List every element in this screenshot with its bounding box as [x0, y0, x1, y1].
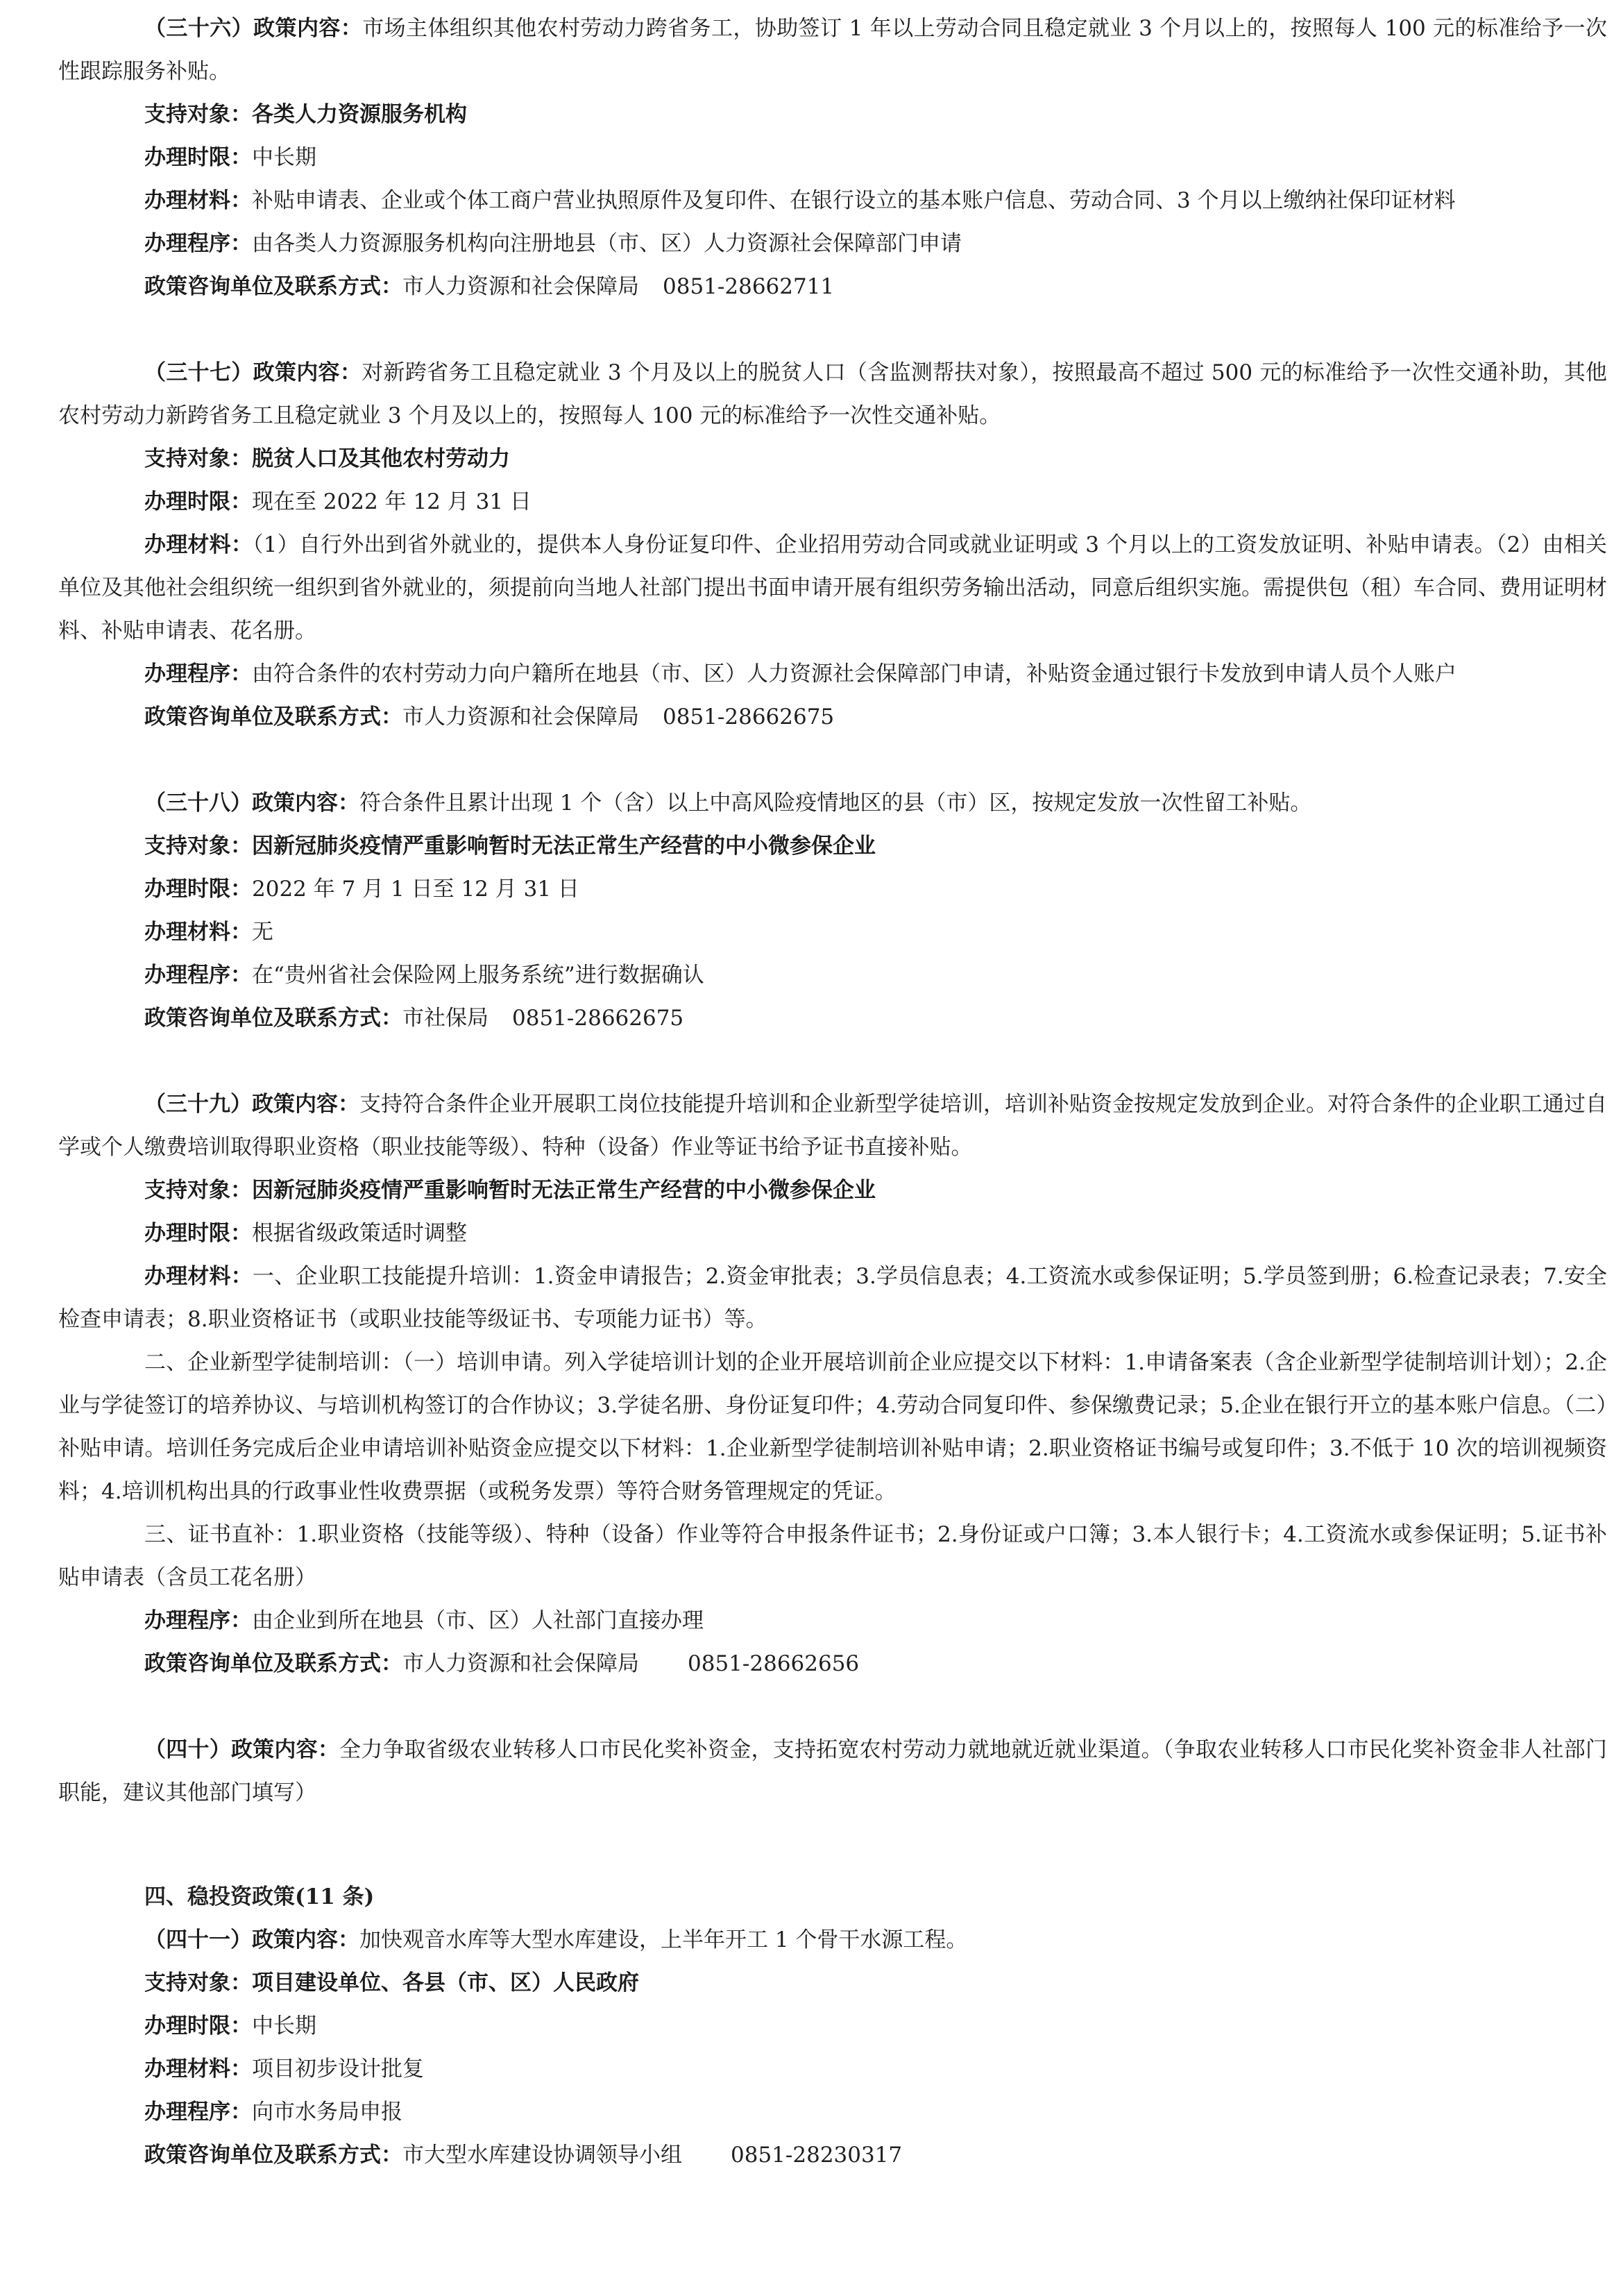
policy-contact: [58, 1642, 1607, 1685]
materials-text: 无: [252, 920, 273, 945]
content-text: 加快观音水库等大型水库建设，上半年开工 1 个骨干水源工程。: [359, 1927, 968, 1952]
policy-number: （三十七）: [144, 360, 253, 385]
content-label: 政策内容：: [253, 16, 363, 41]
target-label: 支持对象：: [144, 102, 252, 127]
policy-content: [58, 1083, 1607, 1169]
period-label: 办理时限：: [144, 489, 252, 514]
policy-number: （三十九）: [144, 1092, 252, 1117]
contact-unit: 市社保局: [402, 1006, 488, 1031]
procedure-text: 向市水务局申报: [252, 2100, 402, 2125]
policy-contact: [58, 2134, 1607, 2177]
contact-label: 政策咨询单位及联系方式：: [144, 704, 402, 729]
policy-materials: [58, 2048, 1607, 2091]
contact-phone: 0851-28662711: [663, 274, 835, 299]
policy-contact: [58, 997, 1607, 1040]
policy-number: （四十一）: [144, 1927, 252, 1952]
contact-unit: 市人力资源和社会保障局: [402, 274, 639, 299]
contact-unit: 市人力资源和社会保障局: [402, 704, 639, 729]
policy-procedure: [58, 652, 1607, 695]
policy-period: [58, 1212, 1607, 1255]
policy-procedure: [58, 954, 1607, 997]
target-label: 支持对象：: [144, 1970, 252, 1995]
contact-phone: 0851-28230317: [731, 2143, 903, 2168]
policy-number: （三十六）: [144, 16, 254, 41]
policy-period: [58, 868, 1607, 911]
policy-target: [58, 93, 1607, 136]
contact-label: 政策咨询单位及联系方式：: [144, 2143, 402, 2168]
policy-materials: [58, 179, 1607, 222]
policy-section-38: [58, 782, 1607, 1040]
period-label: 办理时限：: [144, 877, 252, 902]
target-text: 各类人力资源服务机构: [252, 102, 467, 127]
procedure-label: 办理程序：: [144, 1608, 252, 1633]
target-text: 项目建设单位、各县（市、区）人民政府: [252, 1970, 639, 1995]
policy-materials-2: [58, 1341, 1607, 1513]
period-text: 中长期: [252, 145, 316, 170]
contact-phone: 0851-28662675: [663, 704, 835, 729]
procedure-label: 办理程序：: [144, 963, 252, 988]
period-label: 办理时限：: [144, 1221, 252, 1246]
materials-text-2: 二、企业新型学徒制培训：（一）培训申请。列入学徒培训计划的企业开展培训前企业应提交以下材料：1.申请备案表（含企业新型学徒制培训计划）；2.企业与学徒签订的培养协议、与培训机构签订的合作协议；3.学徒名册、身份证复印件；4.劳动合同复印件、参保缴费记录；5.企业在银行开立的基本账户信息。（二）补贴申请。培训任务完成后企业申请培训补贴资金应提交以下材料：1.企业新型学徒制培训补贴申请；2.职业资格证书编号或复印件；3.不低于 10 次的培训视频资料；4.培训机构出具的行政事业性收费票据（或税务发票）等符合财务管理规定的凭证。: [58, 1350, 1607, 1504]
materials-text: 补贴申请表、企业或个体工商户营业执照原件及复印件、在银行设立的基本账户信息、劳动合同、3 个月以上缴纳社保印证材料: [252, 188, 1456, 213]
target-label: 支持对象：: [144, 1178, 252, 1203]
policy-contact: [58, 695, 1607, 738]
policy-period: [58, 480, 1607, 523]
policy-number: （四十）: [144, 1737, 231, 1762]
target-label: 支持对象：: [144, 446, 252, 471]
policy-materials-3: [58, 1513, 1607, 1599]
procedure-text: 由企业到所在地县（市、区）人社部门直接办理: [252, 1608, 704, 1633]
policy-section-39: [58, 1083, 1607, 1685]
materials-label: 办理材料：: [144, 920, 252, 945]
content-text: 支持符合条件企业开展职工岗位技能提升培训和企业新型学徒培训，培训补贴资金按规定发放到企业。对符合条件的企业职工通过自学或个人缴费培训取得职业资格（职业技能等级）、特种（设备）作业等证书给予证书直接补贴。: [58, 1092, 1607, 1160]
policy-materials: [58, 911, 1607, 954]
contact-unit: 市大型水库建设协调领导小组: [402, 2143, 682, 2168]
policy-period: [58, 2004, 1607, 2048]
procedure-text: 由各类人力资源服务机构向注册地县（市、区）人力资源社会保障部门申请: [252, 231, 962, 256]
target-text: 因新冠肺炎疫情严重影响暂时无法正常生产经营的中小微参保企业: [252, 834, 876, 859]
contact-unit: 市人力资源和社会保障局: [402, 1651, 639, 1676]
target-text: 脱贫人口及其他农村劳动力: [252, 446, 510, 471]
policy-content: [58, 7, 1607, 93]
policy-contact: [58, 265, 1607, 308]
contact-phone: 0851-28662656: [688, 1651, 860, 1676]
target-label: 支持对象：: [144, 834, 252, 859]
content-label: 政策内容：: [230, 1737, 340, 1762]
policy-materials: [58, 523, 1607, 652]
content-text: 对新跨省务工且稳定就业 3 个月及以上的脱贫人口（含监测帮扶对象），按照最高不超过 500 元的标准给予一次性交通补助，其他农村劳动力新跨省务工且稳定就业 3 个月及以上的，按照每人 100 元的标准给予一次性交通补贴。: [58, 360, 1608, 428]
procedure-text: 在“贵州省社会保险网上服务系统”进行数据确认: [252, 963, 704, 988]
contact-phone: 0851-28662675: [512, 1006, 684, 1031]
materials-text: （1）自行外出到省外就业的，提供本人身份证复印件、企业招用劳动合同或就业证明或 3 个月以上的工资发放证明、补贴申请表。（2）由相关单位及其他社会组织统一组织到省外就业的，须提前向当地人社部门提出书面申请开展有组织劳务输出活动，同意后组织实施。需提供包（租）车合同、费用证明材料、补贴申请表、花名册。: [58, 532, 1608, 643]
period-label: 办理时限：: [144, 145, 252, 170]
content-label: 政策内容：: [252, 1927, 359, 1952]
policy-content: [58, 351, 1607, 437]
contact-label: 政策咨询单位及联系方式：: [144, 1651, 402, 1676]
content-text: 市场主体组织其他农村劳动力跨省务工，协助签订 1 年以上劳动合同且稳定就业 3 个月以上的，按照每人 100 元的标准给予一次性跟踪服务补贴。: [58, 16, 1607, 84]
period-text: 根据省级政策适时调整: [252, 1221, 467, 1246]
contact-label: 政策咨询单位及联系方式：: [144, 1006, 402, 1031]
content-text: 全力争取省级农业转移人口市民化奖补资金，支持拓宽农村劳动力就地就近就业渠道。（争取农业转移人口市民化奖补资金非人社部门职能，建议其他部门填写）: [58, 1737, 1608, 1805]
procedure-label: 办理程序：: [144, 231, 252, 256]
period-text: 2022 年 7 月 1 日至 12 月 31 日: [252, 877, 579, 902]
policy-period: [58, 136, 1607, 179]
policy-target: [58, 825, 1607, 868]
materials-label: 办理材料：: [144, 188, 252, 213]
period-text: 现在至 2022 年 12 月 31 日: [252, 489, 532, 514]
procedure-label: 办理程序：: [144, 661, 252, 686]
policy-content: [58, 782, 1607, 825]
policy-procedure: [58, 222, 1607, 265]
materials-label: 办理材料：: [144, 532, 253, 557]
policy-number: （三十八）: [144, 791, 252, 816]
procedure-label: 办理程序：: [144, 2100, 252, 2125]
materials-label: 办理材料：: [144, 2057, 252, 2082]
content-label: 政策内容：: [252, 791, 359, 816]
policy-procedure: [58, 2091, 1607, 2134]
policy-materials: [58, 1255, 1607, 1341]
policy-target: [58, 437, 1607, 480]
materials-text: 一、企业职工技能提升培训：1.资金申请报告；2.资金审批表；3.学员信息表；4.工资流水或参保证明；5.学员签到册；6.检查记录表；7.安全检查申请表；8.职业资格证书（或职业技能等级证书、专项能力证书）等。: [58, 1264, 1607, 1332]
policy-section-41: [58, 1918, 1607, 2177]
policy-content: [58, 1728, 1607, 1814]
document-page: [58, 7, 1607, 2177]
materials-label: 办理材料：: [144, 1264, 253, 1289]
content-label: 政策内容：: [252, 1092, 359, 1117]
policy-section-36: [58, 7, 1607, 308]
section-heading: 四、稳投资政策(11 条): [144, 1884, 375, 1909]
policy-procedure: [58, 1599, 1607, 1642]
materials-text-3: 三、证书直补：1.职业资格（技能等级）、特种（设备）作业等符合申报条件证书；2.身份证或户口簿；3.本人银行卡；4.工资流水或参保证明；5.证书补贴申请表（含员工花名册）: [58, 1522, 1607, 1590]
content-label: 政策内容：: [253, 360, 362, 385]
contact-label: 政策咨询单位及联系方式：: [144, 274, 402, 299]
content-text: 符合条件且累计出现 1 个（含）以上中高风险疫情地区的县（市）区，按规定发放一次性留工补贴。: [359, 791, 1312, 816]
procedure-text: 由符合条件的农村劳动力向户籍所在地县（市、区）人力资源社会保障部门申请，补贴资金通过银行卡发放到申请人员个人账户: [252, 661, 1456, 686]
period-label: 办理时限：: [144, 2014, 252, 2038]
policy-target: [58, 1169, 1607, 1212]
period-text: 中长期: [252, 2014, 316, 2038]
policy-section-37: [58, 351, 1607, 738]
policy-section-40: [58, 1728, 1607, 1814]
policy-content: [58, 1918, 1607, 1961]
materials-text: 项目初步设计批复: [252, 2057, 424, 2082]
target-text: 因新冠肺炎疫情严重影响暂时无法正常生产经营的中小微参保企业: [252, 1178, 876, 1203]
policy-target: [58, 1961, 1607, 2004]
